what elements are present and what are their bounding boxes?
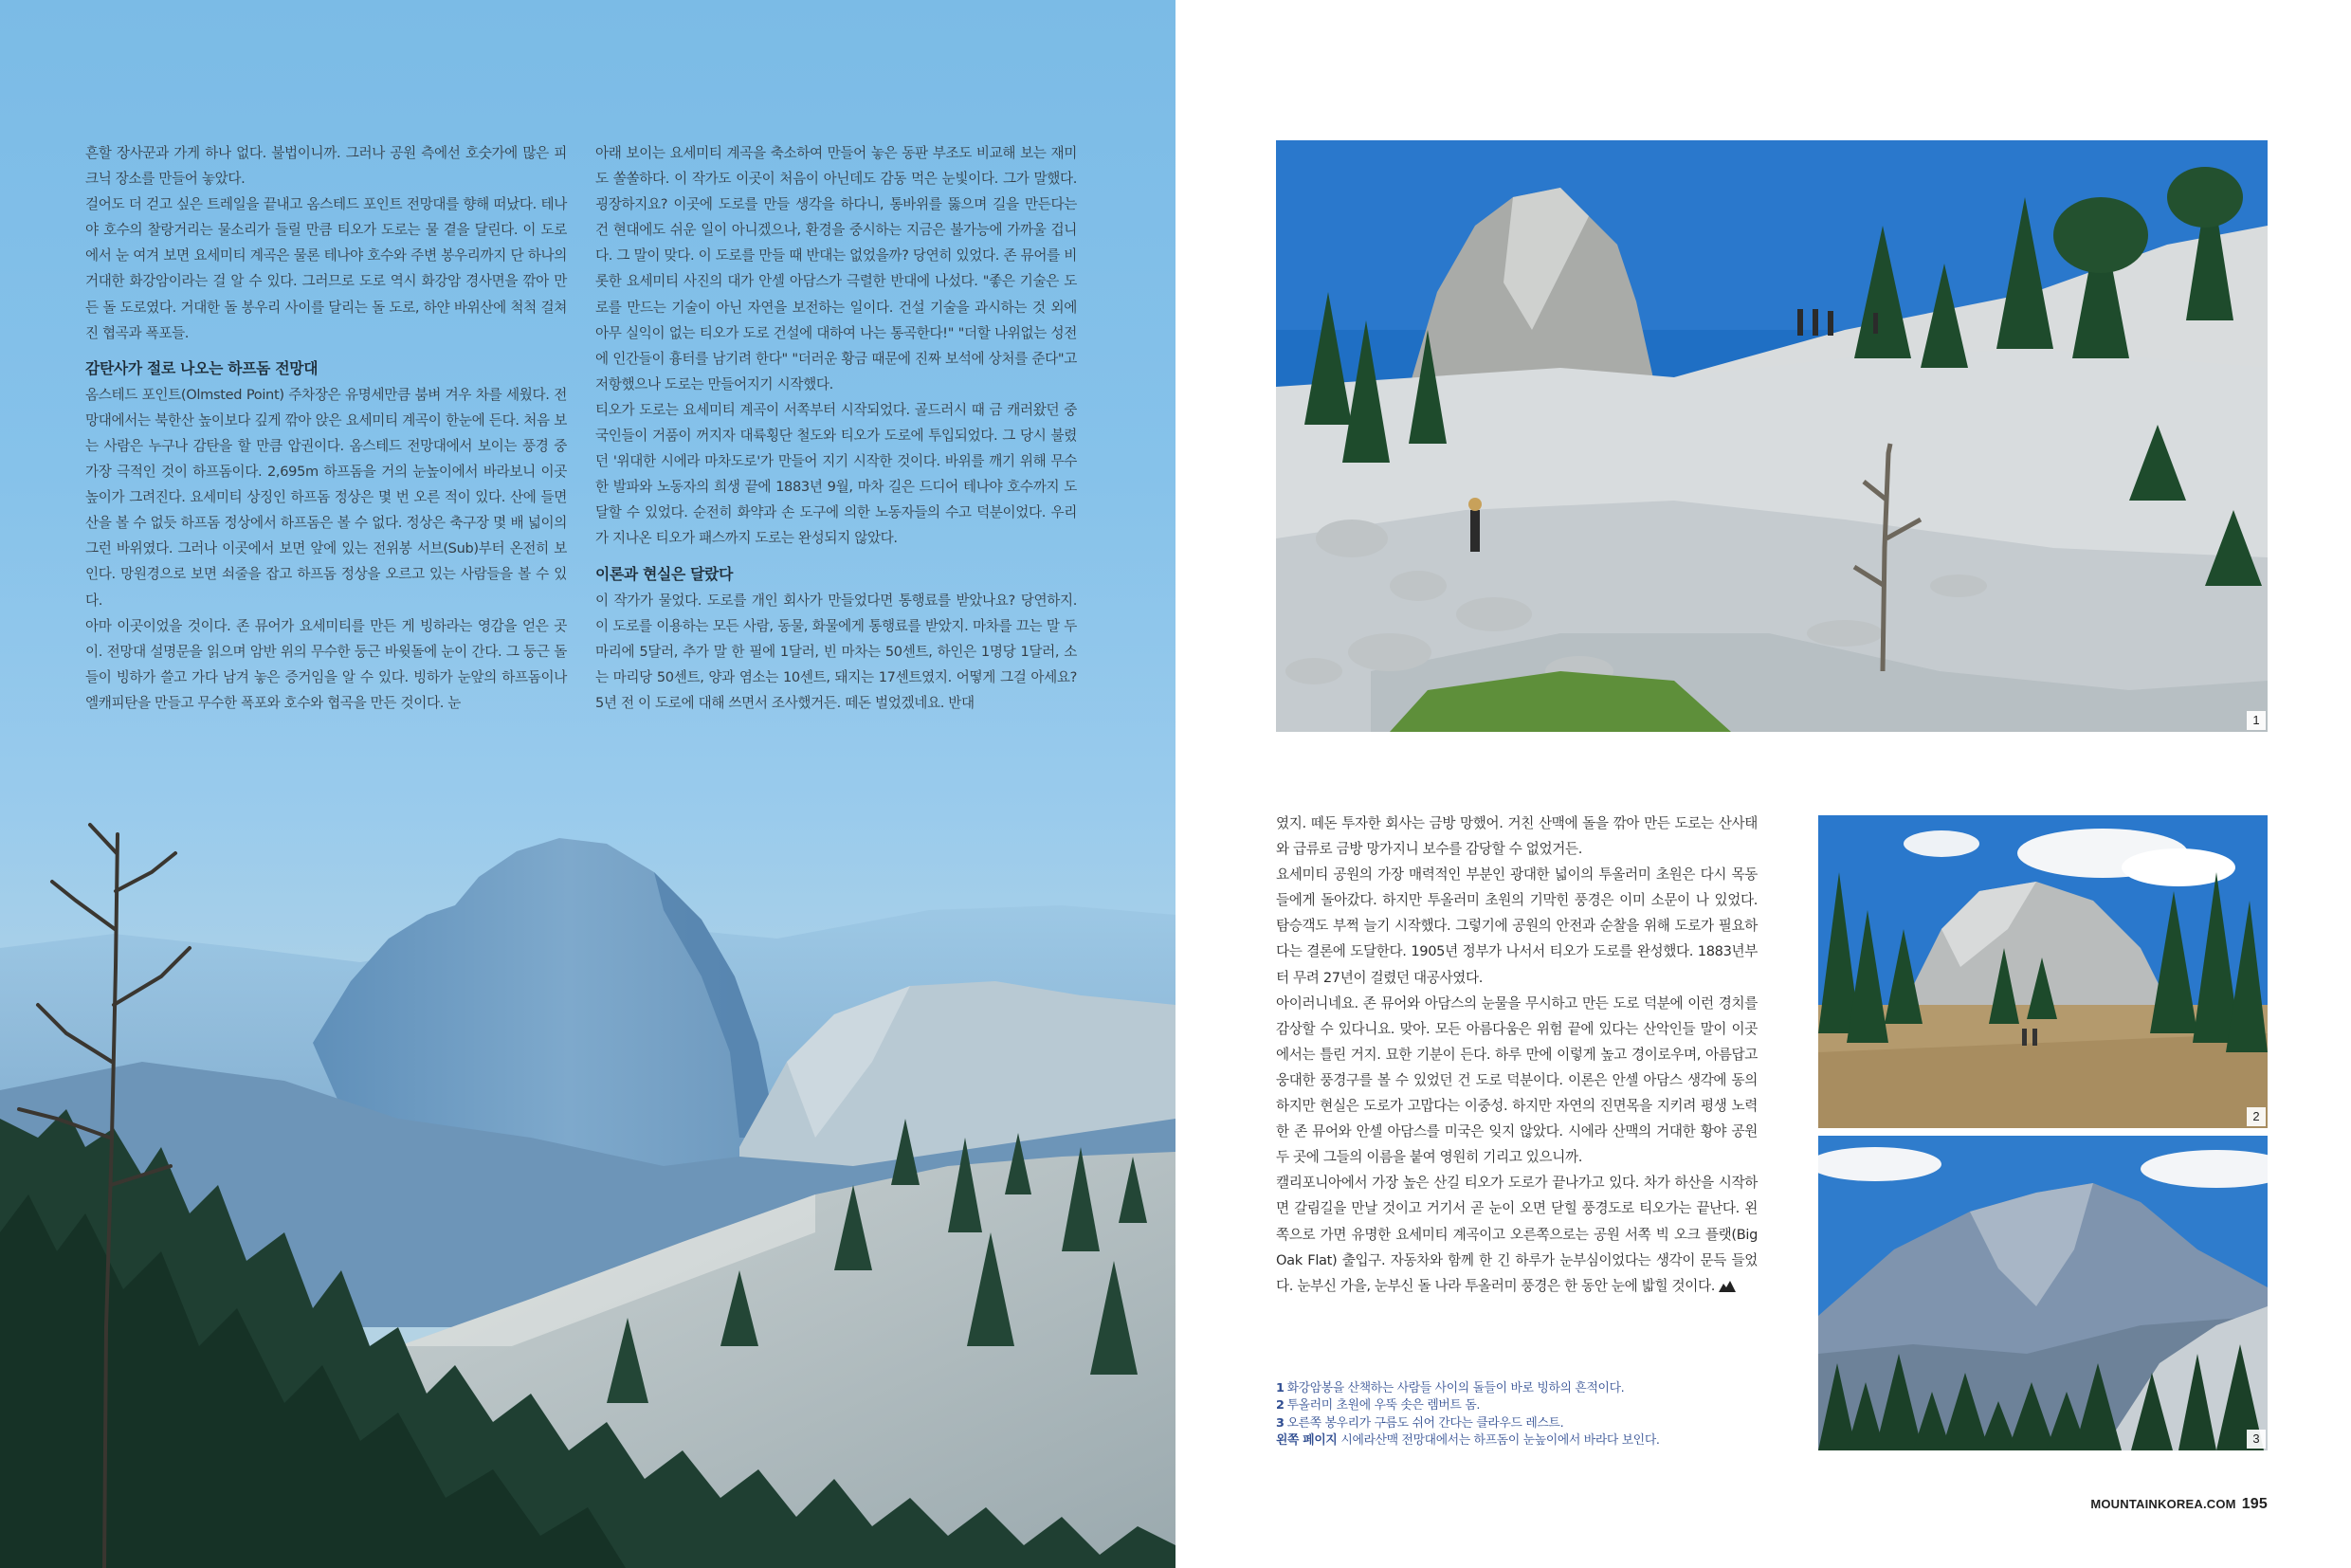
caption-left-page (1276, 1432, 1807, 1449)
right-column (1276, 811, 1758, 1299)
caption-2 (1276, 1397, 1807, 1414)
page-folio (2090, 1496, 2268, 1513)
photo-captions (1276, 1380, 1807, 1450)
paragraph: 아이러니네요. 존 뮤어와 아담스의 눈물을 무시하고 만든 도로 덕분에 이런 경치를 감상할 수 있다니요. 맞아. 모든 아름다움은 위험 끝에 있다는 산악인들 말이 이곳에서는 틀린 거지. 묘한 기분이 든다. 하루 만에 이렇게 높고 경이로우며, 아름답고 웅대한 풍경구를 볼 수 있었던 건 도로 덕분이다. 이론은 안셀 아담스 생각에 동의하지만 현실은 도로가 고맙다는 이중성. 하지만 자연의 진면목을 지키려 평생 노력한 존 뮤어와 안셀 아담스를 미국은 잊지 않았다. 시에라 산맥의 거대한 황야 공원 두 곳에 그들의 이름을 붙여 영원히 기리고 있으니까. (1276, 994, 1758, 1166)
photo-granite-hikers (1276, 140, 2268, 732)
paragraph: 아마 이곳이었을 것이다. 존 뮤어가 요세미티를 만든 게 빙하라는 영감을 얻은 곳이. 전망대 설명문을 읽으며 암반 위의 무수한 둥근 바윗돌에 눈이 간다. 그 둥근 돌들이 빙하가 쓸고 가다 남겨 놓은 증거임을 알 수 있다. 빙하가 눈앞의 하프돔이나 엘캐피탄을 만들고 무수한 폭포와 호수와 협곡을 만든 것이다. 눈 (85, 617, 567, 711)
caption-text: 투올러미 초원에 우뚝 솟은 렘버트 돔. (1286, 1398, 1481, 1413)
caption-3 (1276, 1415, 1807, 1432)
paragraph: 흔할 장사꾼과 가게 하나 없다. 불법이니까. 그러나 공원 측에선 호숫가에 많은 피크닉 장소를 만들어 놓았다. (85, 145, 567, 188)
photo-number: 2 (2247, 1107, 2266, 1126)
paragraph-text: 캘리포니아에서 가장 높은 산길 티오가 도로가 끝나가고 있다. 차가 하산을 시작하면 갈림길을 만날 것이고 거기서 곧 눈이 오면 닫힐 풍경도로 티오가는 끝난다. 왼쪽으로 가면 유명한 요세미티 계곡이고 오른쪽으로는 공원 서쪽 빅 오크 플랫(Big Oak Flat) 출입구. 자동차와 함께 한 긴 하루가 눈부심이었다는 생각이 문득 들었다. 눈부신 가을, 눈부신 돌 나라 투올러미 풍경은 한 동안 눈에 밟힐 것이다. (1276, 1175, 1758, 1294)
photo-clouds-rest (1818, 1136, 2268, 1450)
paragraph: 였지. 떼돈 투자한 회사는 금방 망했어. 거친 산맥에 돌을 깎아 만든 도로는 산사태와 급류로 금방 망가지니 보수를 감당할 수 없었거든. (1276, 815, 1758, 858)
photo-lembert-dome (1818, 815, 2268, 1128)
photo-number: 3 (2247, 1430, 2266, 1449)
lembert-dome-scene (1818, 815, 2268, 1128)
paragraph (1276, 1170, 1758, 1298)
paragraph: 티오가 도로는 요세미티 계곡이 서쪽부터 시작되었다. 골드러시 때 금 캐러왔던 중국인들이 거품이 꺼지자 대륙횡단 철도와 티오가 도로에 투입되었다. 그 당시 불렸던 '위대한 시에라 마차도로'가 만들어 지기 시작한 것이다. 바위를 깨기 위해 무수한 발파와 노동자의 희생 끝에 1883년 9월, 마차 길은 드디어 테나야 호수까지 도달할 수 있었다. 순전히 화약과 손 도구에 의한 노동자들의 수고 덕분이었다. 우리가 지나온 티오가 패스까지 도로는 완성되지 않았다. (595, 401, 1077, 547)
paragraph: 요세미티 공원의 가장 매력적인 부분인 광대한 넓이의 투올러미 초원은 다시 목동들에게 돌아갔다. 하지만 투올러미 초원의 기막힌 풍경은 이미 소문이 나 있었다. 탐승객도 부쩍 늘기 시작했다. 그렇기에 공원의 안전과 순찰을 위해 도로가 필요하다는 결론에 도달한다. 1905년 정부가 나서서 티오가 도로를 완성했다. 1883년부터 무려 27년이 걸렸던 대공사였다. (1276, 866, 1758, 986)
caption-number: 3 (1276, 1415, 1285, 1431)
left-column-1 (85, 140, 567, 716)
section-heading: 감탄사가 절로 나오는 하프돔 전망대 (85, 358, 319, 377)
paragraph: 옴스테드 포인트(Olmsted Point) 주차장은 유명세만큼 붐벼 겨우 차를 세웠다. 전망대에서는 북한산 높이보다 깊게 깎아 앉은 요세미티 계곡이 한눈에 든다. 처음 보는 사람은 누구나 감탄을 할 만큼 압권이다. 옴스테드 전망대에서 보이는 풍경 중 가장 극적인 것이 하프돔이다. 2,695m 하프돔을 거의 눈높이에서 바라보니 이곳 높이가 그려진다. 요세미티 상징인 하프돔 정상은 몇 번 오른 적이 있다. 산에 들면 산을 볼 수 없듯 하프돔 정상에서 하프돔은 볼 수 없다. 정상은 축구장 몇 배 넓이의 그런 바위였다. 그러나 이곳에서 보면 앞에 있는 전위봉 서브(Sub)부터 온전히 보인다. 망원경으로 보면 쇠줄을 잡고 하프돔 정상을 오르고 있는 사람들을 볼 수 있다. (85, 386, 567, 609)
caption-number: 1 (1276, 1381, 1285, 1395)
mountain-end-icon (1719, 1281, 1736, 1292)
clouds-rest-scene (1818, 1136, 2268, 1450)
caption-1 (1276, 1380, 1807, 1397)
paragraph: 걸어도 더 걷고 싶은 트레일을 끝내고 옴스테드 포인트 전망대를 향해 떠났다. 테나야 호수의 찰랑거리는 물소리가 들릴 만큼 티오가 도로는 물 곁을 달린다. 이 도로에서 눈 여겨 보면 요세미티 계곡은 물론 테나야 호수와 주변 봉우리까지 단 하나의 거대한 화강암이라는 걸 알 수 있다. 그러므로 도로 역시 화강암 경사면을 깎아 만든 돌 도로였다. 거대한 돌 봉우리 사이를 달리는 돌 도로, 하얀 바위산에 척척 걸쳐진 협곡과 폭포들. (85, 196, 567, 341)
site-name: MOUNTAINKOREA.COM (2090, 1497, 2236, 1511)
paragraph: 아래 보이는 요세미티 계곡을 축소하여 만들어 놓은 동판 부조도 비교해 보는 재미도 쏠쏠하다. 이 작가도 이곳이 처음이 아닌데도 감동 먹은 눈빛이다. 그가 말했다. 굉장하지요? 이곳에 도로를 만들 생각을 하다니, 통바위를 뚫으며 길을 만든다는 건 현대에도 쉬운 일이 아니겠으나, 환경을 중시하는 지금은 불가능에 가까울 겁니다. 그 말이 맞다. 이 도로를 만들 때 반대는 없었을까? 당연히 있었다. 존 뮤어를 비롯한 요세미티 사진의 대가 안셀 아담스가 극렬한 반대에 나섰다. "좋은 기술은 도로를 만드는 기술이 아닌 자연을 보전하는 일이다. 건설 기술을 과시하는 것 외에 아무 실익이 없는 티오가 도로 건설에 대하여 나는 통곡한다!" "더할 나위없는 성전에 인간들이 흉터를 남기려 한다" "더러운 황금 때문에 진짜 보석에 상처를 준다"고 저항했으나 도로는 만들어지기 시작했다. (595, 145, 1077, 392)
paragraph: 이 작가가 물었다. 도로를 개인 회사가 만들었다면 통행료를 받았나요? 당연하지. 이 도로를 이용하는 모든 사람, 동물, 화물에게 통행료를 받았지. 마차를 끄는 말 두 마리에 5달러, 추가 말 한 필에 1달러, 빈 마차는 50센트, 하인은 1명당 1달러, 소는 마리당 50센트, 양과 염소는 10센트, 돼지는 17센트였지. 어떻게 그걸 아세요? 5년 전 이 도로에 대해 쓰면서 조사했거든. 떼돈 벌었겠네요. 반대 (595, 592, 1077, 711)
caption-text: 오른쪽 봉우리가 구름도 쉬어 간다는 클라우드 레스트. (1286, 1415, 1564, 1431)
section-heading: 이론과 현실은 달랐다 (595, 564, 734, 583)
caption-text: 화강암봉을 산책하는 사람들 사이의 돌들이 바로 빙하의 흔적이다. (1286, 1381, 1625, 1395)
page-number: 195 (2241, 1496, 2268, 1512)
right-page (1176, 0, 2351, 1568)
granite-slab-scene (1276, 140, 2268, 732)
caption-text: 시에라산맥 전망대에서는 하프돔이 눈높이에서 바라다 보인다. (1340, 1433, 1660, 1449)
caption-number: 2 (1276, 1398, 1285, 1413)
caption-label: 왼쪽 페이지 (1276, 1433, 1338, 1449)
left-column-2 (595, 140, 1077, 716)
photo-number: 1 (2247, 711, 2266, 730)
